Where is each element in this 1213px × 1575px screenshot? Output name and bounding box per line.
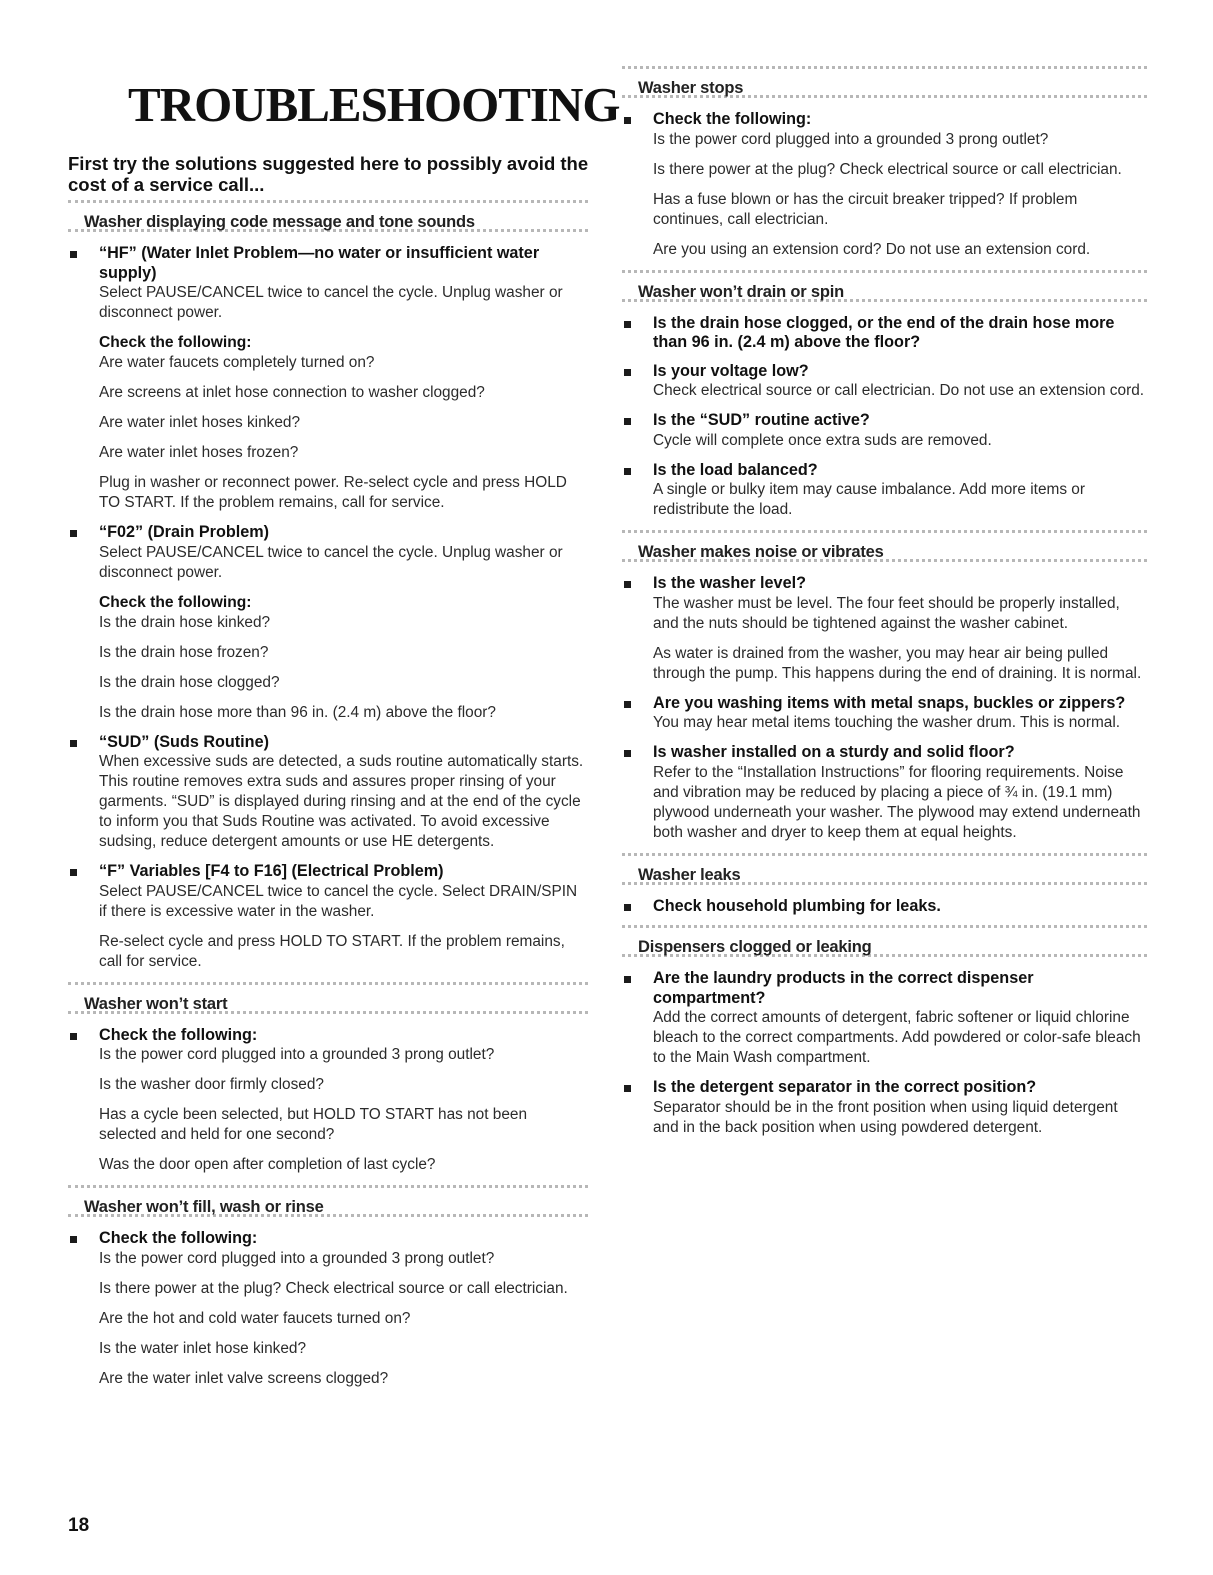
paragraph-text: When excessive suds are detected, a suds routine automatically starts. This routine removes extra suds and assures proper rinsing of your garments. “SUD” is displayed during rinsing and at the end of the cycle to inform you that Suds Routine was activated. To avoid excessive sudsing, reduce detergent amounts or use HE detergents. — [99, 753, 584, 850]
item-list — [622, 302, 1147, 521]
item-paragraph — [99, 882, 588, 922]
item-paragraph — [99, 752, 588, 852]
list-item — [622, 743, 1147, 843]
item-paragraph — [99, 593, 588, 633]
troubleshooting-section — [68, 200, 588, 972]
square-bullet-icon — [624, 581, 631, 588]
item-paragraph — [653, 1008, 1147, 1068]
square-bullet-icon — [624, 1085, 631, 1092]
paragraph-text: Is there power at the plug? Check electrical source or call electrician. — [99, 1279, 568, 1297]
item-paragraph — [653, 644, 1147, 684]
square-bullet-icon — [70, 251, 77, 258]
item-paragraph — [653, 160, 1147, 180]
square-bullet-icon — [624, 321, 631, 328]
list-item — [622, 574, 1147, 684]
paragraph-text: Separator should be in the front position when using liquid detergent and in the back position when using powdered detergent. — [653, 1098, 1118, 1136]
list-item — [68, 862, 588, 972]
paragraph-text: As water is drained from the washer, you may hear air being pulled through the pump. This happens during the end of draining. It is normal. — [653, 644, 1142, 682]
section-heading: Dispensers clogged or leaking — [622, 925, 1147, 957]
item-paragraph — [653, 240, 1147, 260]
item-paragraph — [99, 413, 588, 433]
square-bullet-icon — [70, 530, 77, 537]
paragraph-text: Has a cycle been selected, but HOLD TO START has not been selected and held for one second? — [99, 1106, 528, 1143]
section-heading: Washer makes noise or vibrates — [622, 530, 1147, 562]
item-paragraph — [99, 333, 588, 373]
paragraph-text: The washer must be level. The four feet should be properly installed, and the nuts should be tightened against the washer cabinet. — [653, 594, 1120, 632]
item-paragraph — [99, 932, 588, 972]
item-paragraph — [653, 431, 1147, 451]
paragraph-text: Has a fuse blown or has the circuit breaker tripped? If problem continues, call electrician. — [653, 190, 1078, 228]
square-bullet-icon — [624, 701, 631, 708]
item-title: Are you washing items with metal snaps, buckles or zippers? — [653, 693, 1126, 712]
troubleshooting-section — [68, 1185, 588, 1389]
item-title: Is the washer level? — [653, 574, 806, 592]
list-item — [622, 1078, 1147, 1138]
troubleshooting-section — [622, 270, 1147, 521]
item-title: “HF” (Water Inlet Problem—no water or insufficient water supply) — [99, 244, 540, 282]
item-paragraph — [99, 1105, 588, 1145]
list-item — [622, 969, 1147, 1068]
item-paragraph — [99, 473, 588, 513]
check-subheading: Check the following: — [99, 334, 252, 351]
item-title: Check the following: — [99, 1229, 258, 1247]
list-item — [68, 1026, 588, 1176]
item-paragraph — [99, 443, 588, 463]
item-paragraph — [653, 190, 1147, 230]
section-heading: Washer won’t start — [68, 982, 588, 1014]
troubleshooting-section — [622, 925, 1147, 1138]
item-title: Check the following: — [99, 1025, 258, 1044]
item-title: Is the “SUD” routine active? — [653, 411, 870, 429]
list-item — [68, 244, 588, 513]
item-list — [68, 1014, 588, 1176]
list-item — [622, 897, 1147, 917]
item-paragraph — [99, 1309, 588, 1329]
item-title: Is the detergent separator in the correct position? — [653, 1078, 1037, 1096]
paragraph-text: Is the drain hose more than 96 in. (2.4 m) above the floor? — [99, 703, 496, 721]
item-list — [68, 232, 588, 972]
troubleshooting-section — [622, 853, 1147, 917]
paragraph-text: Is the power cord plugged into a grounded 3 prong outlet? — [99, 1046, 495, 1063]
item-paragraph — [653, 594, 1147, 634]
square-bullet-icon — [624, 418, 631, 425]
list-item — [68, 523, 588, 723]
list-item — [622, 314, 1147, 353]
item-paragraph — [99, 283, 588, 323]
item-title: Check the following: — [653, 110, 812, 128]
paragraph-text: Plug in washer or reconnect power. Re-select cycle and press HOLD TO START. If the problem remains, call for service. — [99, 474, 567, 511]
item-list — [622, 885, 1147, 917]
list-item — [68, 1229, 588, 1389]
paragraph-text: Are you using an extension cord? Do not use an extension cord. — [653, 240, 1091, 258]
paragraph-text: Select PAUSE/CANCEL twice to cancel the cycle. Unplug washer or disconnect power. — [99, 543, 563, 581]
paragraph-text: Are water inlet hoses frozen? — [99, 444, 299, 461]
paragraph-text: Are the water inlet valve screens clogged? — [99, 1369, 389, 1387]
item-paragraph — [653, 713, 1147, 733]
item-paragraph — [99, 643, 588, 663]
item-paragraph — [653, 480, 1147, 520]
list-item — [622, 362, 1147, 402]
item-list — [622, 957, 1147, 1138]
list-item — [622, 461, 1147, 521]
paragraph-text: Is the drain hose clogged? — [99, 673, 280, 691]
check-subheading: Check the following: — [99, 593, 252, 611]
square-bullet-icon — [624, 117, 631, 124]
paragraph-text: Is the water inlet hose kinked? — [99, 1339, 307, 1357]
item-list — [622, 98, 1147, 260]
item-paragraph — [653, 381, 1147, 401]
square-bullet-icon — [624, 369, 631, 376]
list-item — [622, 110, 1147, 260]
item-title: Is your voltage low? — [653, 361, 809, 380]
item-paragraph — [653, 1098, 1147, 1138]
page-title: TROUBLESHOOTING — [128, 77, 620, 132]
item-title: “F” Variables [F4 to F16] (Electrical Problem) — [99, 862, 444, 880]
paragraph-text: Is the power cord plugged into a grounded 3 prong outlet? — [99, 1249, 495, 1267]
item-paragraph — [99, 1075, 588, 1095]
item-paragraph — [99, 383, 588, 403]
item-paragraph — [99, 1339, 588, 1359]
list-item — [622, 411, 1147, 451]
item-paragraph — [99, 1369, 588, 1389]
paragraph-text: Refer to the “Installation Instructions” for flooring requirements. Noise and vibration may be reduced by placing a piece of ¾ in. (19.1 mm) plywood underneath your washer. The plywood may extend underneath both washer and dryer to keep them at equal heights. — [653, 763, 1141, 841]
square-bullet-icon — [70, 869, 77, 876]
paragraph-text: Cycle will complete once extra suds are removed. — [653, 431, 992, 449]
item-title: “SUD” (Suds Routine) — [99, 732, 269, 751]
troubleshooting-section — [622, 530, 1147, 843]
paragraph-text: You may hear metal items touching the washer drum. This is normal. — [653, 714, 1121, 731]
section-heading: Washer won’t fill, wash or rinse — [68, 1185, 588, 1217]
section-heading: Washer displaying code message and tone sounds — [68, 200, 588, 232]
paragraph-text: Is the drain hose frozen? — [99, 643, 269, 661]
paragraph-text: Is the drain hose kinked? — [99, 613, 271, 631]
paragraph-text: Are water faucets completely turned on? — [99, 354, 375, 371]
intro-text: First try the solutions suggested here to possibly avoid the cost of a service call... — [68, 153, 589, 195]
square-bullet-icon — [624, 750, 631, 757]
paragraph-text: Is there power at the plug? Check electrical source or call electrician. — [653, 160, 1122, 178]
page-number: 18 — [68, 1515, 90, 1536]
item-title: Check household plumbing for leaks. — [653, 896, 941, 915]
item-paragraph — [99, 1045, 588, 1065]
paragraph-text: Was the door open after completion of last cycle? — [99, 1156, 436, 1173]
item-title: “F02” (Drain Problem) — [99, 523, 270, 541]
item-paragraph — [99, 1249, 588, 1269]
square-bullet-icon — [70, 740, 77, 747]
square-bullet-icon — [70, 1033, 77, 1040]
square-bullet-icon — [624, 976, 631, 983]
square-bullet-icon — [70, 1236, 77, 1243]
right-sections — [622, 66, 1147, 1148]
paragraph-text: Are water inlet hoses kinked? — [99, 414, 301, 431]
square-bullet-icon — [624, 468, 631, 475]
section-heading: Washer stops — [622, 66, 1147, 98]
list-item — [622, 694, 1147, 734]
paragraph-text: Re-select cycle and press HOLD TO START. If the problem remains, call for service. — [99, 932, 565, 970]
section-heading: Washer won’t drain or spin — [622, 270, 1147, 302]
left-sections — [68, 200, 588, 1399]
paragraph-text: Is the power cord plugged into a grounded 3 prong outlet? — [653, 130, 1049, 148]
paragraph-text: Are screens at inlet hose connection to washer clogged? — [99, 384, 485, 401]
paragraph-text: Check electrical source or call electrician. Do not use an extension cord. — [653, 382, 1145, 399]
section-heading: Washer leaks — [622, 853, 1147, 885]
item-paragraph — [99, 543, 588, 583]
item-paragraph — [99, 703, 588, 723]
item-title: Is the load balanced? — [653, 460, 818, 479]
item-list — [622, 562, 1147, 843]
item-paragraph — [99, 1155, 588, 1175]
item-title: Is the drain hose clogged, or the end of the drain hose more than 96 in. (2.4 m) above the floor? — [653, 313, 1115, 351]
item-paragraph — [99, 1279, 588, 1299]
item-title: Are the laundry products in the correct dispenser compartment? — [653, 969, 1034, 1007]
item-title: Is washer installed on a sturdy and solid floor? — [653, 743, 1015, 761]
troubleshooting-section — [68, 982, 588, 1176]
square-bullet-icon — [624, 904, 631, 911]
troubleshooting-section — [622, 66, 1147, 260]
paragraph-text: Select PAUSE/CANCEL twice to cancel the cycle. Select DRAIN/SPIN if there is excessive water in the washer. — [99, 882, 578, 920]
paragraph-text: A single or bulky item may cause imbalance. Add more items or redistribute the load. — [653, 481, 1085, 518]
item-paragraph — [653, 130, 1147, 150]
item-paragraph — [99, 673, 588, 693]
paragraph-text: Are the hot and cold water faucets turned on? — [99, 1309, 411, 1327]
item-paragraph — [653, 763, 1147, 843]
paragraph-text: Add the correct amounts of detergent, fabric softener or liquid chlorine bleach to the correct compartments. Add powdered or color-safe bleach to the Main Wash compartment. — [653, 1009, 1141, 1066]
list-item — [68, 733, 588, 853]
item-list — [68, 1217, 588, 1389]
paragraph-text: Is the washer door firmly closed? — [99, 1076, 324, 1093]
paragraph-text: Select PAUSE/CANCEL twice to cancel the cycle. Unplug washer or disconnect power. — [99, 284, 563, 321]
